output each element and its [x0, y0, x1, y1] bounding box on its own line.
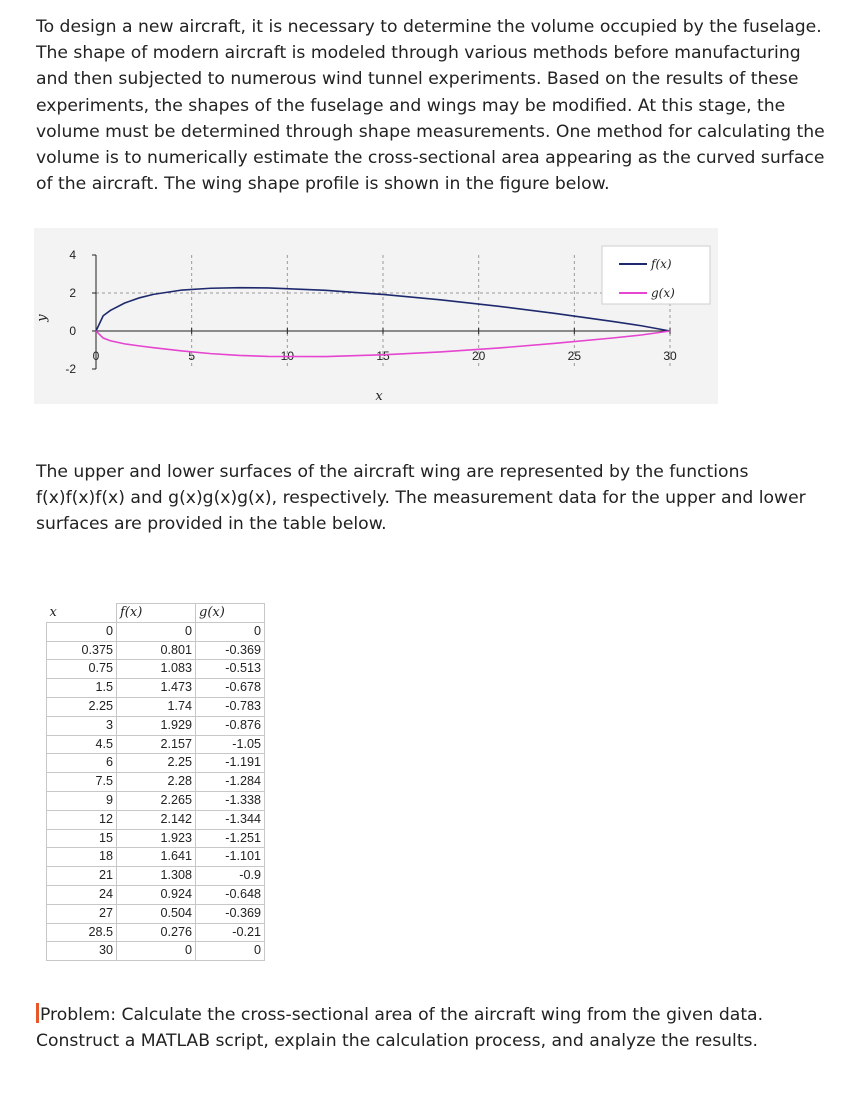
cell-x: 0.375	[47, 641, 117, 660]
problem-paragraph	[36, 1002, 826, 1054]
cell-f: 1.641	[117, 848, 196, 867]
cell-f: 0	[117, 622, 196, 641]
cell-f: 1.74	[117, 697, 196, 716]
measurement-table	[46, 603, 265, 961]
cell-f: 2.157	[117, 735, 196, 754]
table-row	[47, 810, 265, 829]
cell-f: 1.083	[117, 660, 196, 679]
table-row	[47, 754, 265, 773]
x-tick-label: 0	[92, 349, 100, 363]
cell-x: 0.75	[47, 660, 117, 679]
cell-x: 2.25	[47, 697, 117, 716]
x-tick-label: 30	[663, 349, 677, 363]
cell-x: 24	[47, 885, 117, 904]
cell-f: 0	[117, 942, 196, 961]
table-row	[47, 622, 265, 641]
cell-g: 0	[196, 942, 265, 961]
table-row	[47, 697, 265, 716]
surfaces-paragraph: The upper and lower surfaces of the aircraft wing are represented by the functions f(x)f(x)f(x) and g(x)g(x)g(x), respectively. The measurement data for the upper and lower surfaces are provided in the table below.	[36, 462, 806, 535]
problem-text: Calculate the cross-sectional area of the aircraft wing from the given data. Construct a MATLAB script, explain the calculation process, and analyze the results.	[36, 1005, 764, 1052]
highlight-bar	[36, 1003, 39, 1023]
cell-x: 6	[47, 754, 117, 773]
cell-f: 1.473	[117, 679, 196, 698]
cell-g: -1.101	[196, 848, 265, 867]
header-x: x	[47, 604, 117, 623]
cell-g: -0.678	[196, 679, 265, 698]
wing-profile-svg	[34, 228, 718, 404]
header-g: g(x)	[196, 604, 265, 623]
table-row	[47, 829, 265, 848]
cell-g: -0.513	[196, 660, 265, 679]
table-row	[47, 904, 265, 923]
problem-label: Problem:	[40, 1005, 117, 1025]
cell-f: 0.504	[117, 904, 196, 923]
cell-f: 1.929	[117, 716, 196, 735]
cell-x: 30	[47, 942, 117, 961]
legend-label: f(x)	[651, 257, 672, 271]
cell-g: -1.05	[196, 735, 265, 754]
cell-x: 9	[47, 791, 117, 810]
cell-g: -0.648	[196, 885, 265, 904]
cell-x: 27	[47, 904, 117, 923]
measurement-table-wrap	[46, 603, 265, 961]
cell-f: 0.276	[117, 923, 196, 942]
cell-f: 2.265	[117, 791, 196, 810]
y-tick-label: 2	[69, 286, 76, 300]
cell-x: 18	[47, 848, 117, 867]
cell-x: 4.5	[47, 735, 117, 754]
table-row	[47, 848, 265, 867]
y-tick-label: 0	[69, 324, 76, 338]
cell-f: 2.25	[117, 754, 196, 773]
cell-f: 0.801	[117, 641, 196, 660]
table-row	[47, 791, 265, 810]
table-row	[47, 942, 265, 961]
cell-f: 1.923	[117, 829, 196, 848]
cell-x: 1.5	[47, 679, 117, 698]
cell-g: -0.369	[196, 641, 265, 660]
cell-g: -0.783	[196, 697, 265, 716]
cell-g: -0.21	[196, 923, 265, 942]
y-axis-label: y	[35, 314, 50, 322]
cell-x: 0	[47, 622, 117, 641]
cell-f: 0.924	[117, 885, 196, 904]
cell-f: 2.142	[117, 810, 196, 829]
legend-label: g(x)	[651, 286, 675, 300]
y-tick-label: 4	[69, 248, 76, 262]
table-row	[47, 641, 265, 660]
x-tick-label: 5	[188, 349, 196, 363]
cell-g: -1.344	[196, 810, 265, 829]
cell-x: 28.5	[47, 923, 117, 942]
cell-g: 0	[196, 622, 265, 641]
header-f: f(x)	[117, 604, 196, 623]
x-tick-label: 25	[567, 349, 582, 363]
x-axis-label: x	[375, 389, 383, 404]
table-body	[47, 622, 265, 960]
cell-x: 15	[47, 829, 117, 848]
table-header-row	[47, 604, 265, 623]
cell-f: 2.28	[117, 773, 196, 792]
table-row	[47, 773, 265, 792]
cell-x: 21	[47, 867, 117, 886]
x-tick-label: 15	[376, 349, 390, 363]
table-row	[47, 716, 265, 735]
table-row	[47, 867, 265, 886]
table-row	[47, 660, 265, 679]
x-tick-label: 10	[280, 349, 295, 363]
table-row	[47, 735, 265, 754]
cell-g: -1.191	[196, 754, 265, 773]
y-tick-label: -2	[65, 362, 76, 376]
wing-profile-chart	[34, 228, 718, 404]
cell-f: 1.308	[117, 867, 196, 886]
cell-g: -1.284	[196, 773, 265, 792]
x-tick-label: 20	[471, 349, 486, 363]
cell-g: -1.251	[196, 829, 265, 848]
cell-g: -0.876	[196, 716, 265, 735]
cell-x: 3	[47, 716, 117, 735]
table-row	[47, 885, 265, 904]
cell-x: 12	[47, 810, 117, 829]
intro-paragraph: To design a new aircraft, it is necessary to determine the volume occupied by the fuselage. The shape of modern aircraft is modeled through various methods before manufacturing and then subjected to numerous wind tunnel experiments. Based on the results of these experiments, the shapes of the fuselage and wings may be modified. At this stage, the volume must be determined through shape measurements. One method for calculating the volume is to numerically estimate the cross-sectional area appearing as the curved surface of the aircraft. The wing shape profile is shown in the figure below.	[36, 17, 825, 195]
table-row	[47, 679, 265, 698]
table-row	[47, 923, 265, 942]
cell-g: -0.9	[196, 867, 265, 886]
cell-g: -1.338	[196, 791, 265, 810]
cell-g: -0.369	[196, 904, 265, 923]
cell-x: 7.5	[47, 773, 117, 792]
